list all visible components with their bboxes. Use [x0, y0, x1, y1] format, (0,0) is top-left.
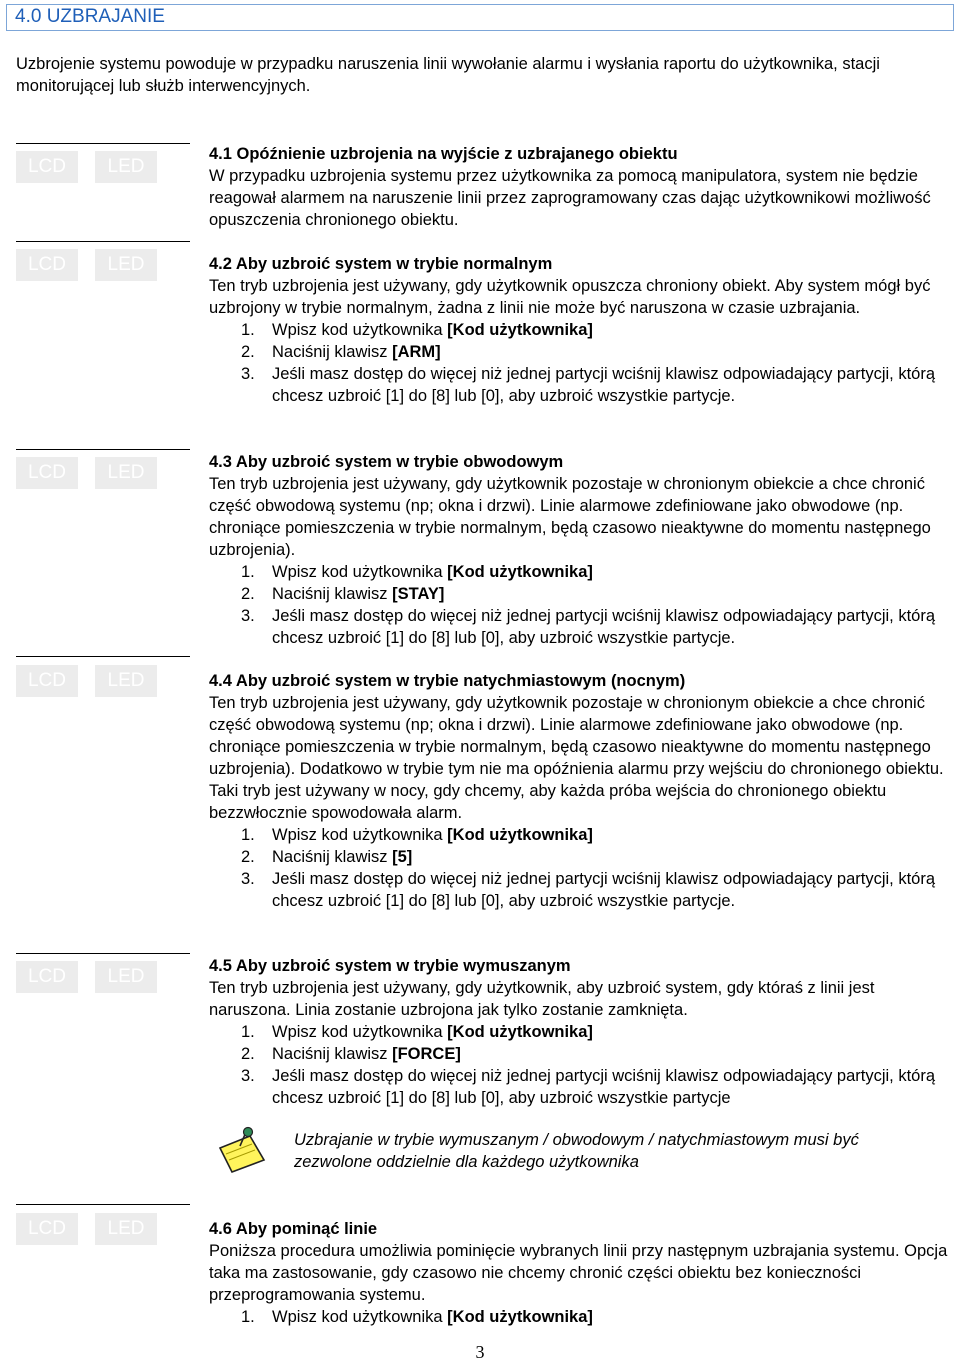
- step-number: 3.: [241, 1067, 255, 1085]
- section-body: Ten tryb uzbrojenia jest używany, gdy użytkownik pozostaje w chronionym obiekcie a chce chronić część obwodową systemu (np; okna i drzwi). Linie alarmowe zdefiniowane jako obwodowe (np. chroniące pomieszczenia w trybie normalnym, będą czasowo nieaktywne do momentu następnego uzbrojenia).: [209, 475, 931, 559]
- section-divider: [16, 449, 190, 450]
- section-body: Poniższa procedura umożliwia pominięcie wybranych linii przy następnym uzbrajania systemu. Opcja taka ma zastosowanie, gdy czasowo nie chcemy chronić części obiektu bez konieczności przeprogramowania systemu.: [209, 1242, 948, 1304]
- step-text: Naciśnij klawisz: [272, 585, 393, 603]
- step-number: 1.: [241, 1308, 255, 1326]
- step-number: 1.: [241, 826, 255, 844]
- section-heading: 4.6 Aby pominąć linie: [209, 1220, 378, 1238]
- section-body: W przypadku uzbrojenia systemu przez użytkownika za pomocą manipulatora, system nie będzie reagował alarmem na naruszenie linii przez zaprogramowany czas dając użytkownikowi możliwość opuszczenia chronionego obiektu.: [209, 167, 931, 229]
- step-key: [FORCE]: [392, 1045, 461, 1063]
- step-key: [Kod użytkownika]: [447, 563, 593, 581]
- step-item: [209, 846, 957, 868]
- section-heading: 4.4 Aby uzbroić system w trybie natychmiastowym (nocnym): [209, 672, 686, 690]
- step-number: 2.: [241, 1045, 255, 1063]
- step-number: 3.: [241, 365, 255, 383]
- step-key: [Kod użytkownika]: [447, 1308, 593, 1326]
- step-item: [209, 363, 957, 407]
- step-item: [209, 561, 957, 583]
- step-key: [Kod użytkownika]: [447, 1023, 593, 1041]
- section-4-3: [209, 451, 957, 649]
- page-number: 3: [475, 1342, 485, 1362]
- led-badge: LED: [95, 1213, 157, 1245]
- section-heading: 4.1 Opóźnienie uzbrojenia na wyjście z uzbrajanego obiektu: [209, 145, 678, 163]
- pinned-note-icon: [216, 1126, 268, 1174]
- section-divider: [16, 1204, 190, 1205]
- step-key: [STAY]: [392, 585, 445, 603]
- step-item: [209, 1021, 957, 1043]
- step-key: [ARM]: [392, 343, 441, 361]
- step-text: Naciśnij klawisz: [272, 1045, 393, 1063]
- step-item: [209, 341, 957, 363]
- step-number: 2.: [241, 585, 255, 603]
- led-badge: LED: [95, 151, 157, 183]
- step-item: [209, 605, 957, 649]
- section-body: Ten tryb uzbrojenia jest używany, gdy użytkownik, aby uzbroić system, gdy któraś z linii jest naruszona. Linia zostanie uzbrojona jak tylko zostanie zamknięta.: [209, 979, 875, 1019]
- step-item: [209, 319, 957, 341]
- step-item: [209, 1065, 957, 1109]
- step-item: [209, 583, 957, 605]
- section-heading: 4.2 Aby uzbroić system w trybie normalnym: [209, 255, 553, 273]
- step-list: [209, 824, 957, 912]
- section-divider: [16, 953, 190, 954]
- step-text: Naciśnij klawisz: [272, 343, 393, 361]
- step-number: 3.: [241, 870, 255, 888]
- section-heading: 4.3 Aby uzbroić system w trybie obwodowym: [209, 453, 564, 471]
- step-text: Wpisz kod użytkownika: [272, 321, 448, 339]
- step-text: Naciśnij klawisz: [272, 848, 393, 866]
- lcd-badge: LCD: [16, 457, 78, 489]
- lcd-badge: LCD: [16, 665, 78, 697]
- step-item: [209, 824, 957, 846]
- step-item: [209, 1306, 957, 1328]
- step-text: Jeśli masz dostęp do więcej niż jednej partycji wciśnij klawisz odpowiadający partycji, którą chcesz uzbroić [1] do [8] lub [0], aby uzbroić wszystkie partycje.: [272, 870, 936, 910]
- led-badge: LED: [95, 457, 157, 489]
- led-badge: LED: [95, 665, 157, 697]
- section-title: 4.0 UZBRAJANIE: [15, 6, 165, 27]
- section-body: Ten tryb uzbrojenia jest używany, gdy użytkownik opuszcza chroniony obiekt. Aby system mógł być uzbrojony w trybie normalnym, żadna z linii nie może być naruszona w czasie uzbrajania.: [209, 277, 931, 317]
- section-4-4: [209, 670, 957, 912]
- step-list: [209, 1306, 957, 1328]
- step-number: 3.: [241, 607, 255, 625]
- step-key: [Kod użytkownika]: [447, 826, 593, 844]
- step-text: Wpisz kod użytkownika: [272, 563, 448, 581]
- step-text: Jeśli masz dostęp do więcej niż jednej partycji wciśnij klawisz odpowiadający partycji, którą chcesz uzbroić [1] do [8] lub [0], aby uzbroić wszystkie partycje: [272, 1067, 936, 1107]
- note-text: Uzbrajanie w trybie wymuszanym / obwodowym / natychmiastowym musi być zezwolone oddzielnie dla każdego użytkownika: [294, 1131, 859, 1171]
- section-body: Ten tryb uzbrojenia jest używany, gdy użytkownik pozostaje w chronionym obiekcie a chce chronić część obwodową systemu (np; okna i drzwi). Linie alarmowe zdefiniowane jako obwodowe (np. chroniące pomieszczenia w trybie normalnym, będą czasowo nieaktywne do momentu następnego uzbrojenia). Dodatkowo w trybie tym nie ma opóźnienia alarmu przy wejściu do chronionego obiektu. Taki tryb jest używany w nocy, gdy chcemy, aby każda próba wejścia do chronionego obiektu bezzwłocznie spowodowała alarm.: [209, 694, 944, 822]
- step-number: 1.: [241, 563, 255, 581]
- section-header: [6, 4, 954, 31]
- section-divider: [16, 143, 190, 144]
- step-number: 2.: [241, 343, 255, 361]
- step-number: 1.: [241, 321, 255, 339]
- section-4-6: [209, 1218, 957, 1328]
- step-list: [209, 1021, 957, 1109]
- step-item: [209, 1043, 957, 1065]
- led-badge: LED: [95, 249, 157, 281]
- section-4-2: [209, 253, 957, 407]
- step-number: 1.: [241, 1023, 255, 1041]
- step-item: [209, 868, 957, 912]
- step-list: [209, 319, 957, 407]
- lcd-badge: LCD: [16, 1213, 78, 1245]
- step-text: Jeśli masz dostęp do więcej niż jednej partycji wciśnij klawisz odpowiadający partycji, którą chcesz uzbroić [1] do [8] lub [0], aby uzbroić wszystkie partycje.: [272, 607, 936, 647]
- section-divider: [16, 656, 190, 657]
- intro-paragraph: Uzbrojenie systemu powoduje w przypadku naruszenia linii wywołanie alarmu i wysłania raportu do użytkownika, stacji monitorującej lub służb interwencyjnych.: [16, 55, 880, 95]
- step-text: Wpisz kod użytkownika: [272, 1308, 448, 1326]
- step-text: Wpisz kod użytkownika: [272, 1023, 448, 1041]
- section-heading: 4.5 Aby uzbroić system w trybie wymuszanym: [209, 957, 571, 975]
- step-key: [5]: [392, 848, 413, 866]
- section-4-5: [209, 955, 957, 1109]
- step-key: [Kod użytkownika]: [447, 321, 593, 339]
- led-badge: LED: [95, 961, 157, 993]
- lcd-badge: LCD: [16, 151, 78, 183]
- step-text: Jeśli masz dostęp do więcej niż jednej partycji wciśnij klawisz odpowiadający partycji, którą chcesz uzbroić [1] do [8] lub [0], aby uzbroić wszystkie partycje.: [272, 365, 936, 405]
- section-4-1: [209, 143, 957, 231]
- step-number: 2.: [241, 848, 255, 866]
- section-divider: [16, 241, 190, 242]
- step-list: [209, 561, 957, 649]
- lcd-badge: LCD: [16, 961, 78, 993]
- lcd-badge: LCD: [16, 249, 78, 281]
- step-text: Wpisz kod użytkownika: [272, 826, 448, 844]
